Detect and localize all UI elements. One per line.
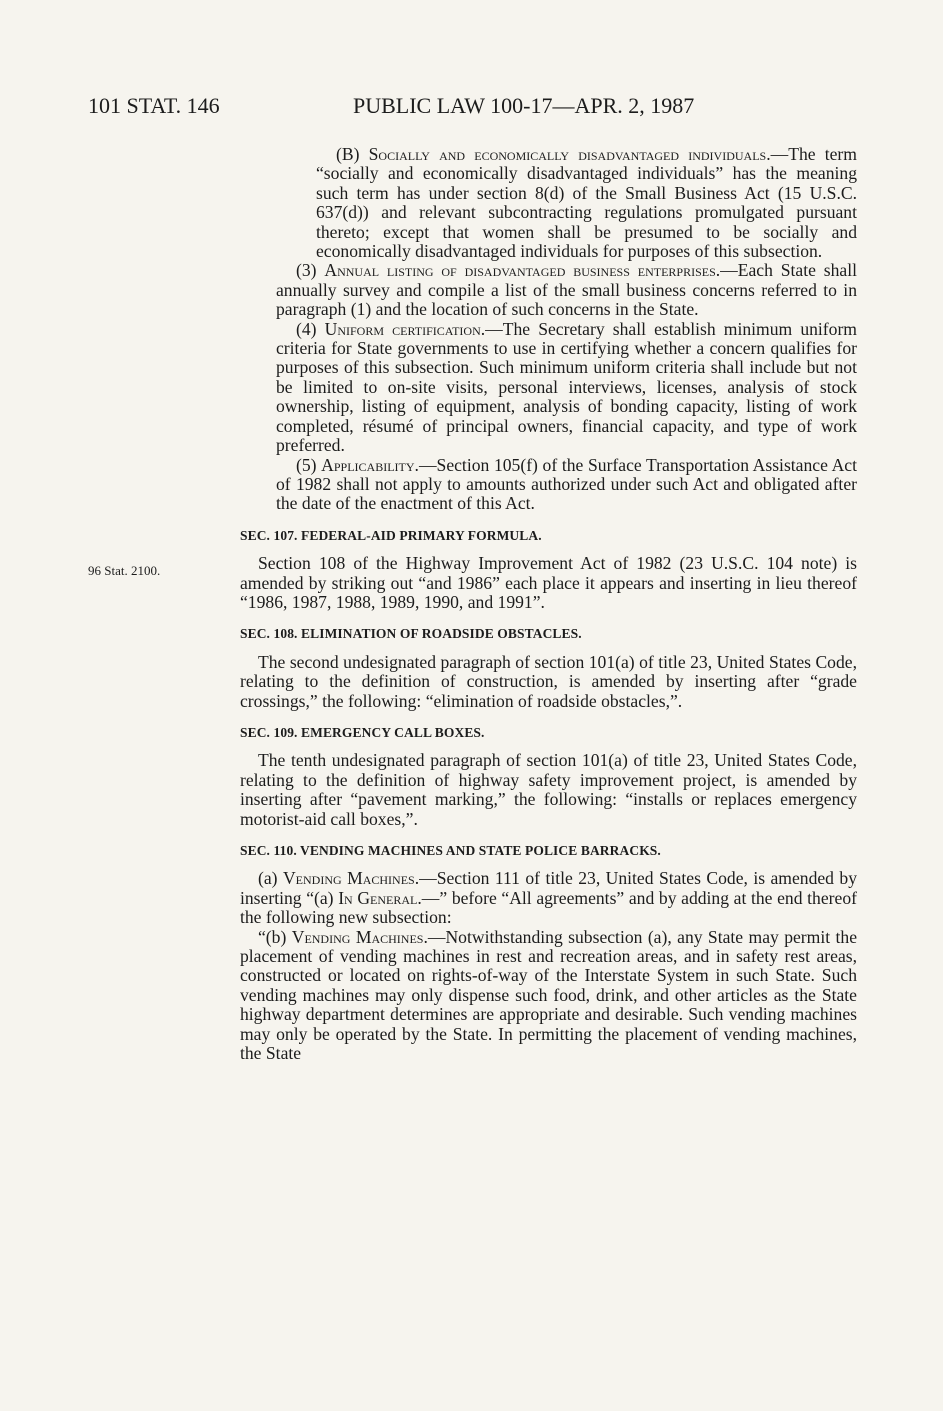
- running-title: PUBLIC LAW 100-17—APR. 2, 1987: [353, 93, 695, 118]
- section-108-heading: SEC. 108. ELIMINATION OF ROADSIDE OBSTACLES.: [240, 626, 582, 642]
- paragraph-4-heading: Uniform certification.: [324, 318, 486, 339]
- subsection-b-heading: Vending Machines.: [291, 926, 428, 947]
- paragraph-5-heading: Applicability.: [321, 454, 419, 475]
- section-107-text: Section 108 of the Highway Improvement Act of 1982 (23 U.S.C. 104 note) is amended by striking out “and 1986” each place it appears and inserting in lieu thereof “1986, 1987, 1988, 1989, 1990, and 1991”.: [240, 553, 857, 612]
- paragraph-5: (5) Applicability.—Section 105(f) of the Surface Transportation Assistance Act of 1982 shall not apply to amounts authorized under such Act and obligated after the date of the enactment of this Act.: [276, 454, 857, 514]
- subsection-a-heading: Vending Machines.: [282, 868, 420, 889]
- section-107-heading: SEC. 107. FEDERAL-AID PRIMARY FORMULA.: [240, 527, 542, 543]
- subparagraph-b: (B) Socially and economically disadvantaged individuals.—The term “socially and economically disadvantaged individuals” has the meaning such term has under section 8(d) of the Small Business Act (15 U.S.C. 637(d)) and relevant subcontracting regulations promulgated pursuant thereto; except that women shall be presumed to be socially and economically disadvantaged individuals for purposes of this subsection.: [316, 144, 857, 262]
- paragraph-3: (3) Annual listing of disadvantaged business enterprises.—Each State shall annually survey and compile a list of the small business concerns referred to in paragraph (1) and the location of such concerns in the State.: [276, 260, 857, 320]
- section-110-subsection-a: (a) Vending Machines.—Section 111 of title 23, United States Code, is amended by inserting “(a) In General.—” before “All agreements” and by adding at the end thereof the following new subsection:: [240, 868, 857, 928]
- margin-citation: 96 Stat. 2100.: [88, 563, 161, 578]
- running-header: [88, 91, 858, 121]
- section-109-heading: SEC. 109. EMERGENCY CALL BOXES.: [240, 724, 485, 740]
- section-110-subsection-b: “(b) Vending Machines.—Notwithstanding subsection (a), any State may permit the placement of vending machines in rest and recreation areas, and in safety rest areas, constructed or located on rights-of-way of the Interstate System in such State. Such vending machines may only dispense such food, drink, and other articles as the State highway department determines are appropriate and desirable. Such vending machines may only be operated by the State. In permitting the placement of vending machines, the State: [240, 926, 858, 1064]
- page-body: [240, 145, 857, 1063]
- section-109-text: The tenth undesignated paragraph of section 101(a) of title 23, United States Code, relating to the definition of highway safety improvement project, is amended by inserting after “pavement marking,” the following: “installs or replaces emergency motorist-aid call boxes,”.: [240, 750, 857, 829]
- section-110-heading: SEC. 110. VENDING MACHINES AND STATE POLICE BARRACKS.: [240, 843, 661, 858]
- paragraph-4: (4) Uniform certification.—The Secretary shall establish minimum uniform criteria for State governments to use in certifying whether a concern qualifies for purposes of this subsection. Such minimum uniform criteria shall include but not be limited to on-site visits, personal interviews, licenses, analysis of stock ownership, listing of equipment, analysis of bonding capacity, listing of work completed, résumé of principal owners, financial capacity, and type of work preferred.: [276, 318, 857, 456]
- page-reference: 101 STAT. 146: [88, 93, 220, 118]
- in-general-heading: In General.: [338, 887, 422, 908]
- paragraph-3-heading: Annual listing of disadvantaged business enterprises.: [324, 260, 721, 281]
- section-108-text: The second undesignated paragraph of section 101(a) of title 23, United States Code, relating to the definition of construction, is amended by inserting after “grade crossings,” the following: “elimination of roadside obstacles,”.: [240, 651, 857, 711]
- subparagraph-b-heading: Socially and economically disadvantaged individuals.: [368, 144, 771, 164]
